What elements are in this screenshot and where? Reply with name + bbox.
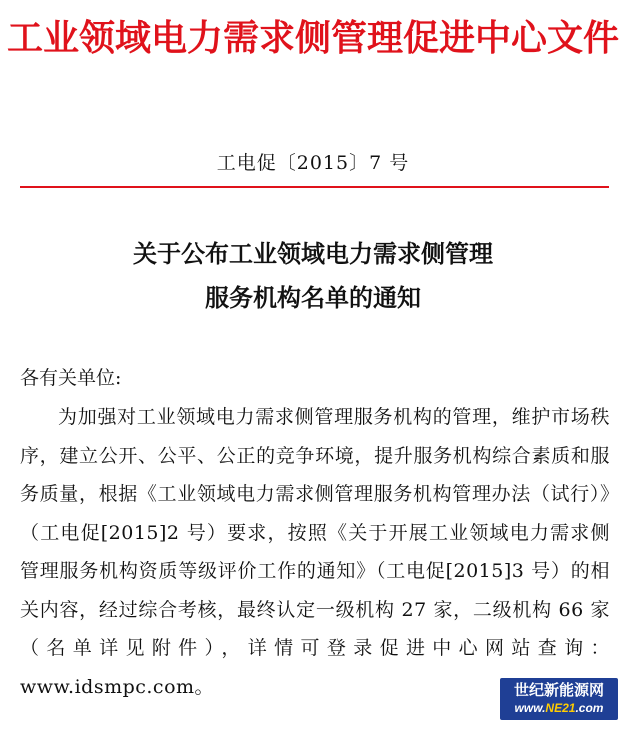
notice-title-line2: 服务机构名单的通知 [205, 284, 421, 312]
document-number: 工电促〔2015〕7 号 [216, 152, 410, 174]
body-paragraph: 为加强对工业领域电力需求侧管理服务机构的管理，维护市场秩序，建立公开、公平、公正的竞争环境，提升服务机构综合素质和服务质量，根据《工业领域电力需求侧管理服务机构管理办法（试行）》（工电促[2015]2 号）要求，按照《关于开展工业领域电力需求侧管理服务机构资质等级评价工作的通知》（工电促[2015]3 号）的相关内容，经过综合考核，最终认定一级机构 27 家，二级机构 66 家（名单详见附件），详情可登录促进中心网站查询：www.idsmpc.com。 [20, 406, 610, 698]
watermark-url-suffix: .com [575, 701, 604, 715]
watermark-logo [500, 678, 618, 720]
watermark-url [500, 700, 618, 716]
salutation: 各有关单位: [20, 367, 122, 389]
watermark-url-accent: NE21 [545, 701, 576, 715]
watermark-url-prefix: www. [514, 701, 546, 715]
watermark-site-name: 世纪新能源网 [513, 681, 604, 699]
notice-title [0, 232, 626, 320]
red-divider [20, 186, 609, 188]
notice-title-line1: 关于公布工业领域电力需求侧管理 [133, 240, 493, 268]
header-title: 工业领域电力需求侧管理促进中心文件 [6, 17, 619, 59]
